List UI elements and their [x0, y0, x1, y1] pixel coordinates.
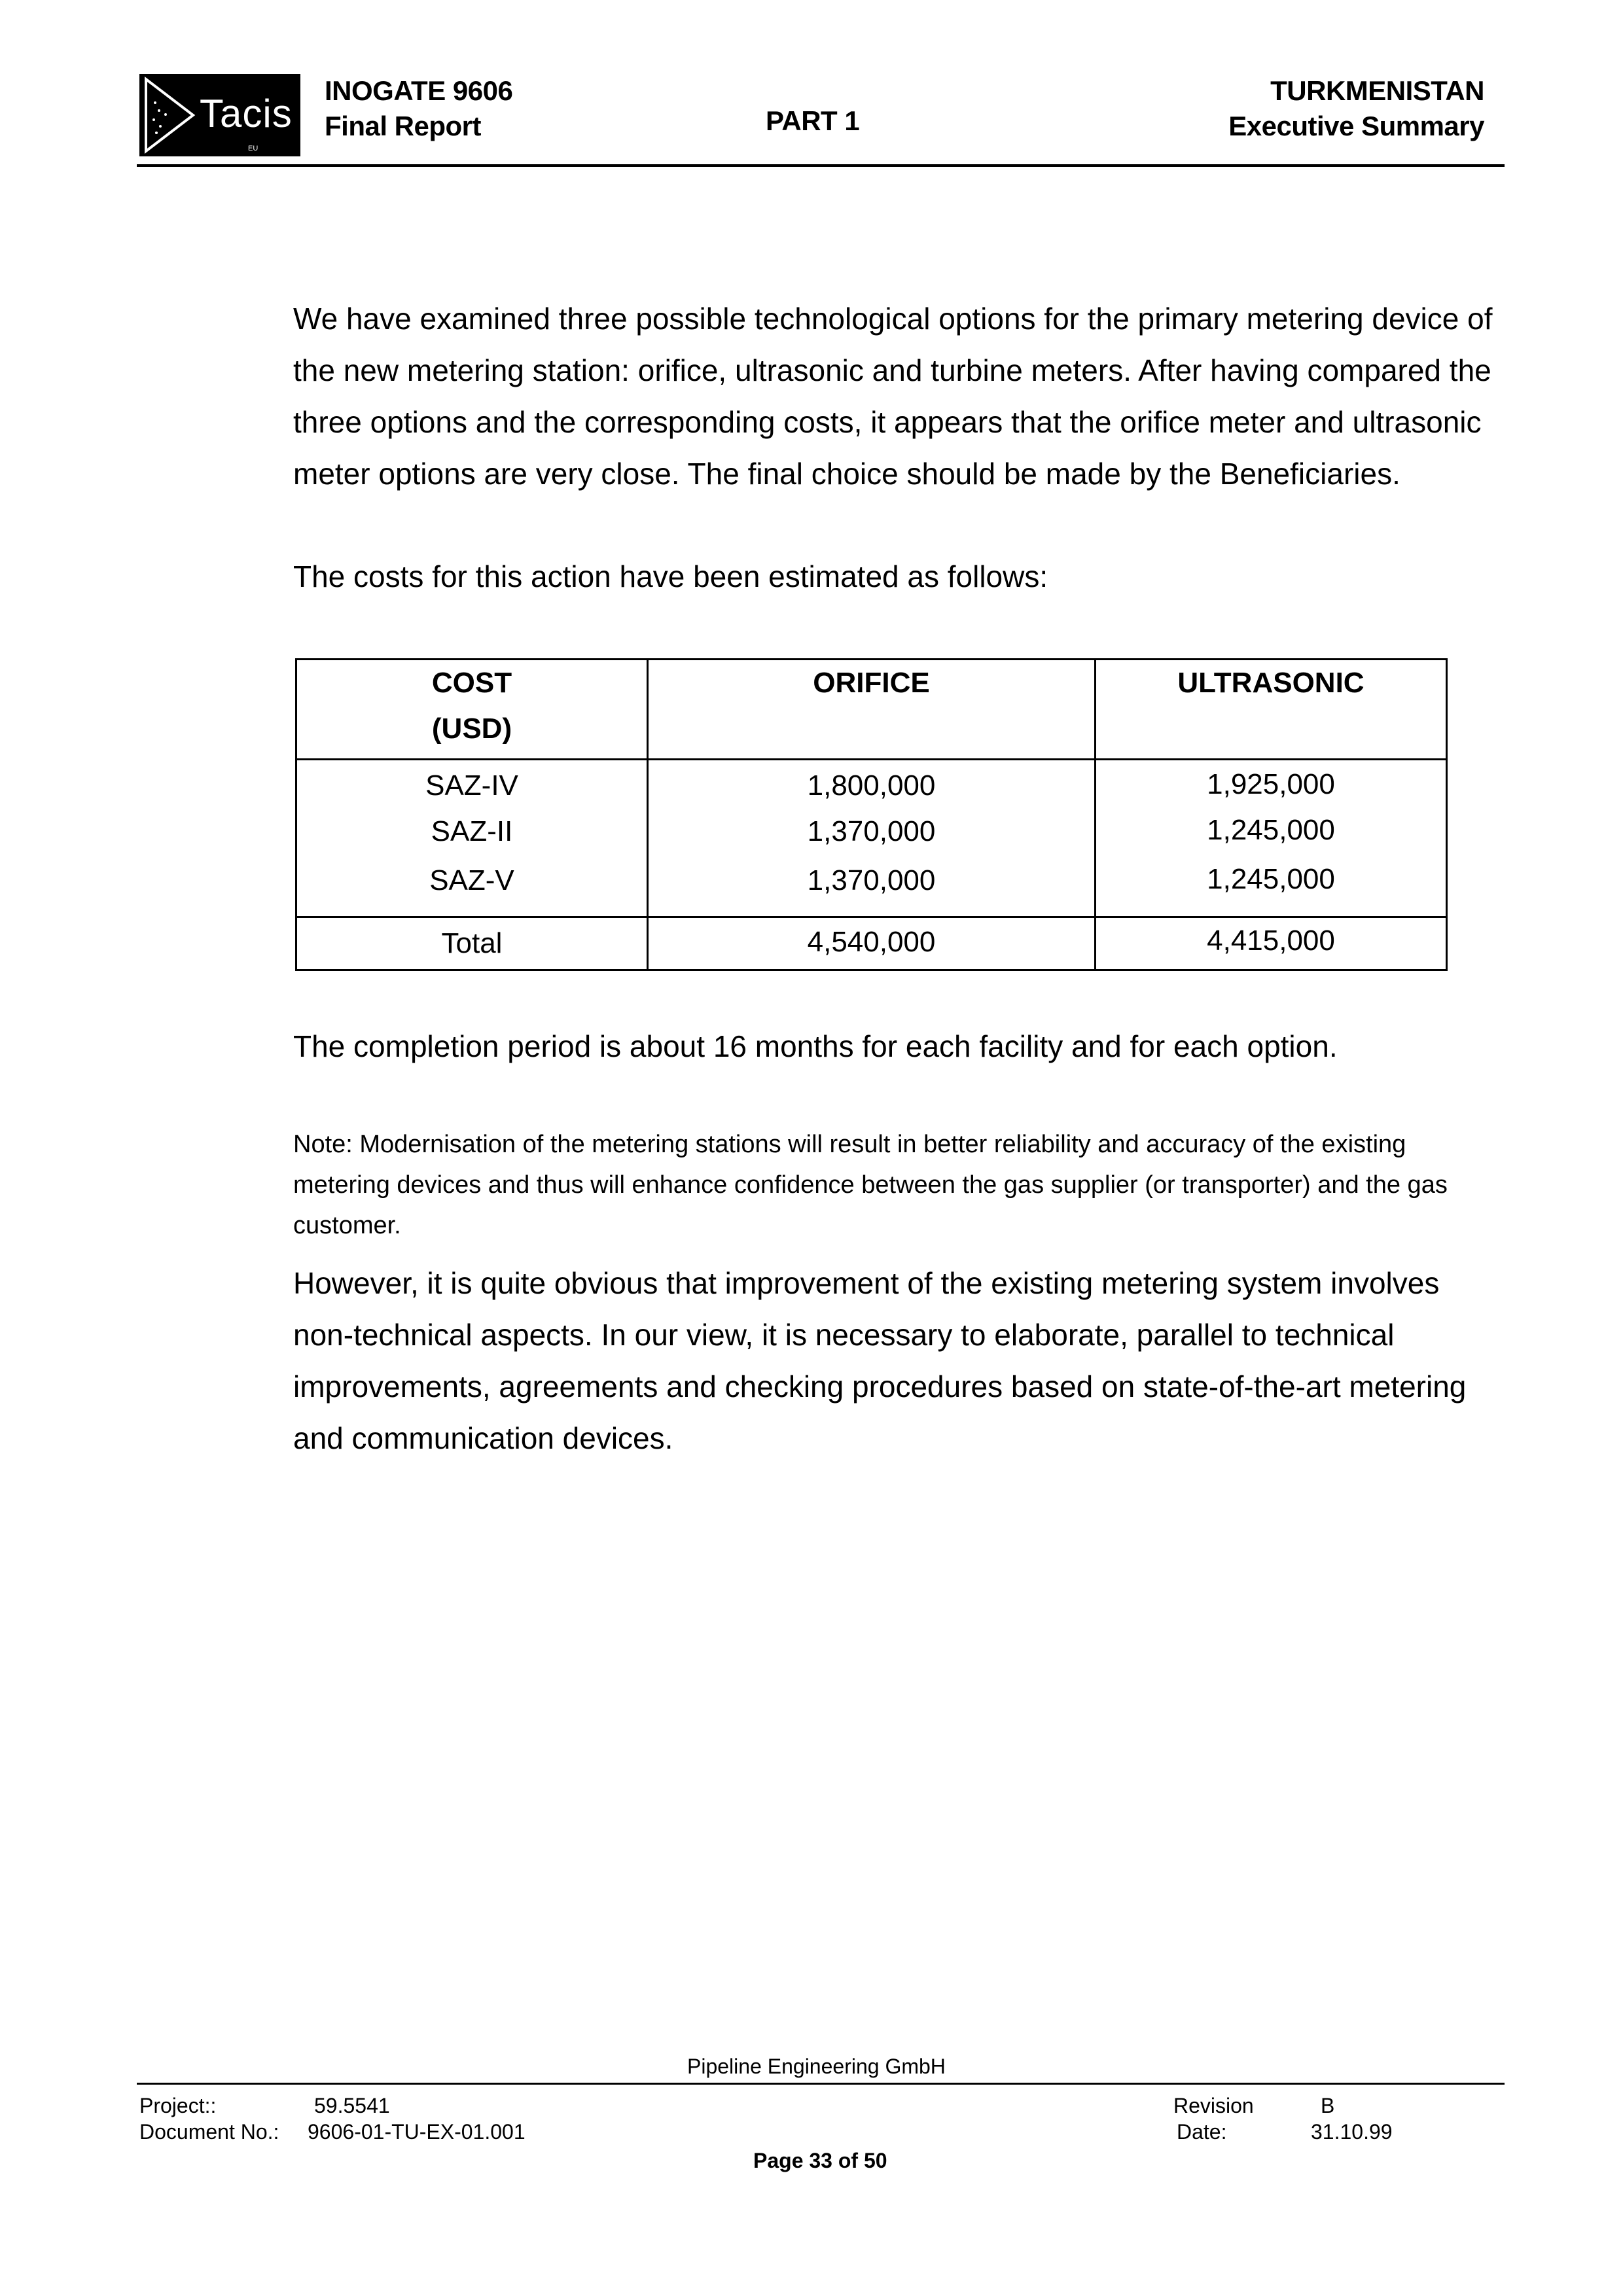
footer-project-label: Project::: [139, 2094, 217, 2117]
footer-revision-value: B: [1321, 2094, 1335, 2117]
table-row-label: SAZ-V: [429, 864, 514, 896]
table-cell: 1,800,000: [807, 769, 936, 802]
table-total-ultrasonic: 4,415,000: [1207, 925, 1335, 957]
header-part: PART 1: [766, 105, 860, 136]
header-rule: [137, 164, 1505, 167]
header-country: TURKMENISTAN: [1270, 75, 1484, 106]
paragraph-completion: The completion period is about 16 months for each facility and for each option.: [293, 1029, 1338, 1063]
table-cell: 1,245,000: [1207, 814, 1335, 846]
table-divider: [297, 758, 1446, 760]
table-cell: 1,370,000: [807, 815, 936, 847]
logo-subtext: EU: [248, 145, 259, 152]
header-left: [325, 73, 512, 144]
header-project: INOGATE 9606: [325, 75, 513, 106]
tacis-logo: [139, 74, 300, 156]
paragraph-non-technical: However, it is quite obvious that improvement of the existing metering system involves non-technical aspects. In our view, it is necessary to elaborate, parallel to technical improvements, agreements and checking procedures based on state-of-the-art metering and communication devices.: [293, 1266, 1467, 1455]
header-section: Executive Summary: [1228, 111, 1484, 141]
footer-company: Pipeline Engineering GmbH: [687, 2055, 946, 2078]
footer-doc-label: Document No.:: [139, 2120, 279, 2144]
header-right: [1228, 73, 1484, 144]
table-header-orifice: ORIFICE: [813, 667, 930, 699]
table-header-cost: [297, 660, 647, 752]
logo-wordmark: Tacis: [200, 92, 293, 135]
paragraph-costs-intro: The costs for this action have been estimated as follows:: [293, 559, 1048, 593]
table-total-orifice: 4,540,000: [807, 926, 936, 958]
table-row-label: SAZ-IV: [425, 769, 518, 802]
footer-project-value: 59.5541: [314, 2094, 390, 2117]
header-report: Final Report: [325, 111, 482, 141]
table-header-ultrasonic: ULTRASONIC: [1177, 667, 1364, 699]
footer-doc-value: 9606-01-TU-EX-01.001: [308, 2120, 526, 2144]
footer-date-label: Date:: [1177, 2120, 1227, 2144]
paragraph-options: We have examined three possible technological options for the primary metering device of the new metering station: orifice, ultrasonic and turbine meters. After having compared the three options and the corresponding costs, it appears that the orifice meter and ultrasonic meter options are very close. The final choice should be made by the Beneficiaries.: [293, 302, 1493, 491]
table-cell: 1,245,000: [1207, 863, 1335, 895]
table-row-label: SAZ-II: [431, 815, 513, 847]
footer-page-number: Page 33 of 50: [753, 2149, 887, 2172]
header-cost-label: COST: [431, 667, 512, 699]
footer-rule: [137, 2083, 1505, 2085]
table-total-label: Total: [441, 927, 503, 959]
cost-table: [295, 658, 1448, 971]
note-paragraph: Note: Modernisation of the metering stations will result in better reliability and accuracy of the existing metering devices and thus will enhance confidence between the gas supplier (or transporter) and the gas customer.: [293, 1131, 1448, 1239]
table-cell: 1,925,000: [1207, 768, 1335, 800]
footer-date-value: 31.10.99: [1311, 2120, 1393, 2144]
header-usd-label: (USD): [431, 713, 512, 745]
footer-revision-label: Revision: [1173, 2094, 1254, 2117]
table-cell: 1,370,000: [807, 864, 936, 896]
